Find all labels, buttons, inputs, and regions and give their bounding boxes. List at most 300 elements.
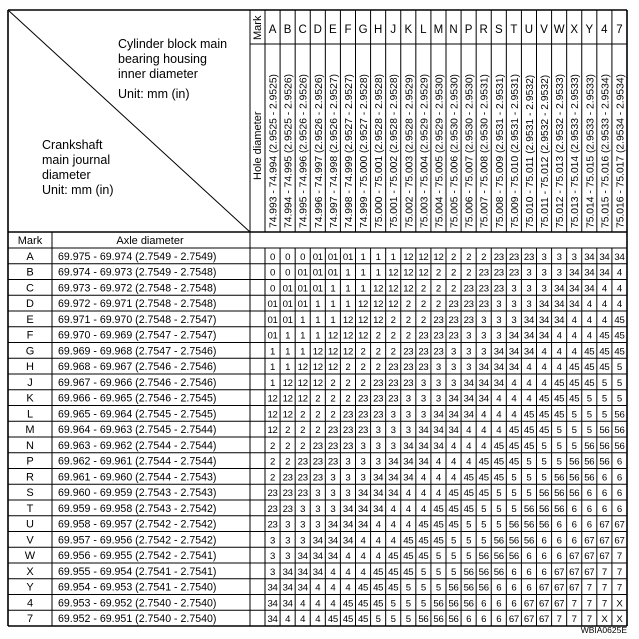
column-mark: S	[494, 24, 503, 36]
grade-cell: 12	[403, 267, 414, 279]
column-mark: N	[449, 24, 458, 36]
column-mark: U	[524, 24, 534, 36]
grade-cell: 2	[375, 362, 381, 374]
grade-cell: 45	[539, 409, 550, 421]
grade-cell: 2	[375, 346, 381, 358]
grade-cell: 5	[375, 614, 381, 626]
hole-diameter-label: Hole diameter	[252, 111, 264, 180]
hole-diameter: 75.003 - 75.004 (2.9529 - 2.9529)	[419, 74, 431, 228]
grade-cell: 34	[267, 582, 278, 594]
grade-cell: 3	[526, 299, 532, 311]
grade-cell: 23	[312, 456, 323, 468]
grade-cell: 0	[285, 251, 291, 263]
grade-cell: 3	[345, 488, 351, 500]
grade-cell: 45	[448, 488, 459, 500]
crank-label-line: main journal	[42, 153, 111, 167]
hole-diameter: 75.012 - 75.013 (2.9532 - 2.9533)	[555, 74, 567, 228]
grade-cell: 3	[390, 440, 396, 452]
grade-cell: 23	[493, 267, 504, 279]
hole-diameter: 75.000 - 75.001 (2.9528 - 2.9528)	[374, 74, 386, 228]
grade-cell: 56	[554, 472, 565, 484]
grade-cell: 23	[342, 440, 353, 452]
grade-cell: 34	[523, 330, 534, 342]
grade-cell: 1	[375, 251, 381, 263]
grade-cell: 34	[478, 393, 489, 405]
grade-cell: 67	[584, 566, 595, 578]
grade-cell: 3	[496, 299, 502, 311]
row-mark: E	[26, 313, 34, 326]
grade-cell: 23	[297, 488, 308, 500]
grade-cell: 01	[282, 283, 293, 295]
grade-cell: 34	[599, 251, 610, 263]
grade-cell: 4	[285, 614, 291, 626]
grade-cell: 4	[556, 362, 562, 374]
grade-cell: 67	[539, 582, 550, 594]
row-mark: L	[26, 408, 34, 421]
grade-cell: 45	[403, 566, 414, 578]
grade-cell: 67	[614, 519, 625, 531]
grade-cell: 5	[420, 566, 426, 578]
grade-cell: 67	[523, 598, 534, 610]
grade-cell: 7	[616, 566, 622, 578]
grade-cell: 12	[403, 251, 414, 263]
grade-cell: 2	[345, 362, 351, 374]
grade-cell: 3	[360, 472, 366, 484]
axle-diameter: 69.965 - 69.964 (2.7545 - 2.7545)	[58, 408, 217, 421]
grade-cell: 56	[584, 472, 595, 484]
grade-cell: 23	[267, 519, 278, 531]
grade-cell: 3	[330, 503, 336, 515]
grade-cell: 34	[493, 362, 504, 374]
grade-cell: 45	[403, 551, 414, 563]
grade-cell: 67	[554, 598, 565, 610]
grade-cell: 4	[315, 582, 321, 594]
grade-cell: 7	[586, 614, 592, 626]
grade-cell: 45	[373, 582, 384, 594]
row-mark: B	[26, 266, 34, 279]
grade-cell: 3	[270, 551, 276, 563]
grade-cell: 56	[478, 582, 489, 594]
grade-cell: 23	[463, 299, 474, 311]
grade-cell: 1	[285, 346, 291, 358]
axle-diameter: 69.964 - 69.963 (2.7545 - 2.7544)	[58, 424, 217, 437]
column-mark: 4	[601, 24, 608, 36]
grade-cell: 7	[571, 598, 577, 610]
grade-cell: 23	[478, 283, 489, 295]
grade-cell: 1	[285, 330, 291, 342]
grade-cell: 34	[373, 488, 384, 500]
grade-cell: 34	[448, 393, 459, 405]
column-mark: L	[420, 24, 427, 36]
hole-diameter: 75.016 - 75.017 (2.9534 - 2.9534)	[615, 74, 627, 228]
grade-cell: 23	[312, 472, 323, 484]
grade-cell: 34	[282, 566, 293, 578]
grade-cell: 34	[403, 440, 414, 452]
grade-cell: 34	[327, 535, 338, 547]
grade-cell: 4	[375, 551, 381, 563]
grade-cell: 12	[342, 314, 353, 326]
grade-cell: 1	[360, 283, 366, 295]
grade-cell: 45	[418, 535, 429, 547]
grade-cell: 3	[315, 519, 321, 531]
column-mark: Y	[585, 24, 594, 36]
grade-cell: 7	[601, 566, 607, 578]
grade-cell: 3	[541, 283, 547, 295]
axle-diameter: 69.966 - 69.965 (2.7546 - 2.7545)	[58, 392, 217, 405]
grade-cell: 45	[433, 503, 444, 515]
column-mark: D	[313, 24, 322, 36]
grade-cell: 56	[614, 425, 625, 437]
grade-cell: 45	[418, 519, 429, 531]
grade-cell: 1	[315, 314, 321, 326]
grade-cell: 1	[330, 283, 336, 295]
grade-cell: 0	[270, 251, 276, 263]
grade-cell: 5	[405, 582, 411, 594]
grade-cell: 12	[358, 299, 369, 311]
hole-diameter: 75.004 - 75.005 (2.9529 - 2.9530)	[434, 73, 446, 228]
grade-cell: 45	[539, 393, 550, 405]
grade-cell: 3	[420, 377, 426, 389]
grade-cell: 2	[405, 299, 411, 311]
column-mark: C	[298, 24, 307, 36]
grade-cell: 2	[330, 409, 336, 421]
grade-cell: 2	[270, 472, 276, 484]
grade-cell: 23	[463, 283, 474, 295]
grade-cell: 34	[493, 377, 504, 389]
grade-cell: 67	[614, 535, 625, 547]
grade-cell: 3	[571, 251, 577, 263]
grade-cell: 56	[523, 535, 534, 547]
hole-diameter: 74.998 - 74.999 (2.9527 - 2.9527)	[343, 74, 355, 228]
grade-cell: 2	[270, 440, 276, 452]
axle-diameter: 69.970 - 69.969 (2.7547 - 2.7547)	[58, 329, 217, 342]
grade-cell: 34	[478, 362, 489, 374]
grade-cell: 56	[493, 566, 504, 578]
grade-cell: 4	[616, 283, 622, 295]
column-mark: 7	[616, 24, 623, 36]
grade-cell: 67	[523, 614, 534, 626]
grade-cell: 67	[599, 519, 610, 531]
grade-cell: 34	[327, 519, 338, 531]
axle-diameter: 69.962 - 69.961 (2.7544 - 2.7544)	[58, 455, 217, 468]
grade-cell: 0	[285, 267, 291, 279]
grade-cell: 56	[614, 409, 625, 421]
grade-cell: 45	[508, 425, 519, 437]
grade-cell: 3	[345, 472, 351, 484]
grade-cell: 2	[451, 251, 457, 263]
grade-cell: 4	[375, 535, 381, 547]
grade-cell: 2	[435, 267, 441, 279]
grade-cell: 23	[282, 472, 293, 484]
grade-cell: 3	[285, 519, 291, 531]
axle-diameter: 69.973 - 69.972 (2.7548 - 2.7548)	[58, 282, 217, 295]
grade-cell: 6	[616, 456, 622, 468]
axle-diameter: 69.959 - 69.958 (2.7543 - 2.7542)	[58, 502, 217, 515]
hole-diameter: 75.011 - 75.012 (2.9532 - 2.9532)	[540, 74, 552, 228]
grade-cell: 2	[451, 283, 457, 295]
row-mark-label: Mark	[17, 235, 43, 247]
grade-cell: 4	[481, 440, 487, 452]
grade-cell: 23	[508, 267, 519, 279]
grade-cell: 34	[599, 267, 610, 279]
grade-cell: 1	[390, 251, 396, 263]
grade-cell: 45	[358, 614, 369, 626]
grade-cell: 3	[405, 425, 411, 437]
grade-cell: 01	[267, 314, 278, 326]
grade-cell: 5	[616, 377, 622, 389]
grade-cell: X	[601, 614, 608, 626]
grade-cell: 23	[358, 409, 369, 421]
grade-cell: 5	[511, 488, 517, 500]
grade-cell: 34	[569, 283, 580, 295]
crank-label-line: diameter	[42, 168, 91, 182]
grade-cell: 23	[448, 314, 459, 326]
grade-cell: 45	[478, 488, 489, 500]
grade-cell: 4	[511, 409, 517, 421]
grade-cell: 34	[267, 598, 278, 610]
grade-cell: 56	[584, 440, 595, 452]
grade-cell: 5	[420, 598, 426, 610]
grade-cell: 34	[418, 425, 429, 437]
axle-diameter: 69.957 - 69.956 (2.7542 - 2.7542)	[58, 534, 217, 547]
grade-cell: 56	[569, 488, 580, 500]
grade-cell: 4	[586, 330, 592, 342]
row-mark: S	[26, 487, 34, 500]
grade-cell: 4	[315, 614, 321, 626]
grade-cell: 6	[481, 598, 487, 610]
grade-cell: 4	[481, 409, 487, 421]
axle-diameter: 69.968 - 69.967 (2.7546 - 2.7546)	[58, 361, 217, 374]
grade-cell: 23	[448, 330, 459, 342]
grade-cell: 6	[571, 535, 577, 547]
grade-cell: 67	[584, 535, 595, 547]
column-mark: P	[464, 24, 473, 36]
grade-cell: 23	[433, 330, 444, 342]
grade-cell: 34	[342, 503, 353, 515]
grade-cell: 67	[569, 566, 580, 578]
hole-diameter: 75.002 - 75.003 (2.9528 - 2.9529)	[404, 74, 416, 228]
grade-cell: 6	[586, 519, 592, 531]
grade-cell: 4	[571, 346, 577, 358]
grade-cell: 3	[315, 503, 321, 515]
axle-diameter-label: Axle diameter	[116, 235, 184, 247]
grade-cell: 45	[554, 377, 565, 389]
grade-cell: 1	[360, 267, 366, 279]
grade-cell: 23	[267, 488, 278, 500]
grade-cell: 1	[315, 299, 321, 311]
grade-cell: 45	[342, 614, 353, 626]
grade-cell: 12	[297, 362, 308, 374]
grade-cell: 45	[358, 582, 369, 594]
grade-cell: 4	[556, 346, 562, 358]
grade-cell: 5	[405, 614, 411, 626]
grade-cell: 4	[481, 425, 487, 437]
grade-cell: 23	[282, 503, 293, 515]
grade-cell: 45	[584, 346, 595, 358]
grade-cell: 2	[390, 314, 396, 326]
grade-cell: 34	[373, 503, 384, 515]
row-mark: T	[26, 502, 34, 515]
grade-cell: 5	[526, 456, 532, 468]
hole-diameter: 75.006 - 75.007 (2.9530 - 2.9530)	[464, 74, 476, 228]
grade-cell: 2	[420, 299, 426, 311]
column-mark: A	[268, 24, 277, 36]
grade-cell: 23	[342, 425, 353, 437]
grade-cell: 34	[523, 346, 534, 358]
grade-cell: 3	[375, 456, 381, 468]
grade-cell: 2	[285, 425, 291, 437]
grade-cell: 56	[493, 535, 504, 547]
grade-cell: 1	[345, 267, 351, 279]
grade-cell: 12	[327, 330, 338, 342]
grade-cell: 4	[541, 346, 547, 358]
grade-cell: 2	[405, 314, 411, 326]
grade-cell: 6	[511, 582, 517, 594]
grade-cell: 56	[599, 440, 610, 452]
grade-cell: 34	[403, 472, 414, 484]
grade-cell: 23	[478, 299, 489, 311]
grade-cell: 5	[481, 519, 487, 531]
grade-cell: 1	[345, 283, 351, 295]
grade-cell: 6	[541, 535, 547, 547]
grade-cell: 3	[481, 346, 487, 358]
grade-cell: 4	[616, 267, 622, 279]
axle-diameter: 69.955 - 69.954 (2.7541 - 2.7541)	[58, 565, 217, 578]
grade-cell: 4	[360, 535, 366, 547]
grade-cell: 56	[539, 503, 550, 515]
grade-cell: 4	[451, 456, 457, 468]
grade-cell: 12	[358, 330, 369, 342]
grade-cell: 45	[327, 614, 338, 626]
grade-cell: 2	[315, 409, 321, 421]
grade-cell: 56	[448, 598, 459, 610]
grade-cell: 23	[448, 299, 459, 311]
grade-cell: 5	[435, 582, 441, 594]
grade-cell: 45	[448, 519, 459, 531]
grade-cell: 01	[342, 251, 353, 263]
grade-cell: 23	[433, 314, 444, 326]
grade-cell: 67	[599, 535, 610, 547]
grade-cell: 45	[463, 472, 474, 484]
grade-cell: 6	[556, 535, 562, 547]
grade-cell: 3	[496, 330, 502, 342]
grade-cell: 5	[541, 440, 547, 452]
hole-diameter: 75.009 - 75.010 (2.9531 - 2.9531)	[509, 74, 521, 228]
grade-cell: 3	[496, 314, 502, 326]
grade-cell: 6	[496, 614, 502, 626]
grade-cell: 23	[297, 456, 308, 468]
column-mark-label: Mark	[252, 15, 264, 40]
grade-cell: 3	[451, 346, 457, 358]
grade-cell: 3	[345, 456, 351, 468]
axle-diameter: 69.958 - 69.957 (2.7542 - 2.7542)	[58, 518, 217, 531]
grade-cell: 5	[481, 535, 487, 547]
grade-cell: 5	[496, 503, 502, 515]
grade-cell: 5	[451, 535, 457, 547]
grade-cell: 56	[493, 551, 504, 563]
figure-code: WBIA0625E	[580, 625, 627, 635]
row-mark: H	[26, 361, 34, 374]
grade-cell: 5	[466, 551, 472, 563]
grade-cell: 1	[360, 251, 366, 263]
axle-diameter: 69.967 - 69.966 (2.7546 - 2.7546)	[58, 376, 217, 389]
grade-cell: 4	[315, 598, 321, 610]
grade-cell: 34	[448, 425, 459, 437]
grade-cell: 5	[466, 535, 472, 547]
crank-unit: Unit: mm (in)	[42, 183, 114, 197]
grade-cell: 3	[435, 393, 441, 405]
grade-cell: 45	[373, 566, 384, 578]
grade-cell: 56	[554, 503, 565, 515]
axle-diameter: 69.971 - 69.970 (2.7548 - 2.7547)	[58, 313, 217, 326]
grade-cell: 6	[571, 519, 577, 531]
grade-cell: 56	[539, 519, 550, 531]
grade-cell: 1	[270, 362, 276, 374]
grade-cell: 56	[569, 456, 580, 468]
grade-cell: 3	[420, 409, 426, 421]
grade-cell: 12	[327, 346, 338, 358]
row-mark: G	[25, 345, 35, 358]
grade-cell: 6	[541, 566, 547, 578]
grade-cell: 4	[601, 299, 607, 311]
column-mark: M	[433, 24, 444, 36]
grade-cell: 5	[616, 393, 622, 405]
grade-cell: 4	[601, 283, 607, 295]
grade-cell: 4	[390, 519, 396, 531]
grade-cell: 4	[330, 598, 336, 610]
grade-cell: 34	[358, 488, 369, 500]
grade-cell: 12	[342, 330, 353, 342]
row-mark: N	[26, 439, 34, 452]
crank-label-line: Crankshaft	[42, 138, 103, 152]
grade-cell: 12	[267, 425, 278, 437]
axle-diameter: 69.960 - 69.959 (2.7543 - 2.7543)	[58, 487, 217, 500]
grade-cell: 5	[466, 519, 472, 531]
grade-cell: 5	[451, 551, 457, 563]
grade-cell: 01	[297, 283, 308, 295]
grade-cell: 45	[478, 472, 489, 484]
grade-cell: X	[616, 598, 623, 610]
grade-cell: 4	[405, 503, 411, 515]
grade-cell: 4	[526, 377, 532, 389]
grade-cell: 4	[496, 425, 502, 437]
grade-cell: 34	[463, 393, 474, 405]
grade-cell: 56	[463, 598, 474, 610]
grade-cell: 56	[433, 614, 444, 626]
grade-cell: 34	[539, 299, 550, 311]
grade-cell: 4	[451, 472, 457, 484]
grade-cell: 34	[312, 535, 323, 547]
grade-cell: 45	[463, 503, 474, 515]
grade-cell: 2	[330, 393, 336, 405]
grade-cell: 6	[616, 488, 622, 500]
grade-cell: 4	[435, 472, 441, 484]
grade-cell: 2	[345, 393, 351, 405]
grade-cell: 67	[508, 614, 519, 626]
row-mark: M	[25, 424, 35, 437]
grade-cell: 23	[403, 362, 414, 374]
hole-diameter: 74.997 - 74.998 (2.9526 - 2.9527)	[328, 74, 340, 228]
grade-cell: 3	[405, 393, 411, 405]
grade-cell: 2	[360, 346, 366, 358]
grade-cell: 12	[297, 377, 308, 389]
grade-cell: 1	[330, 299, 336, 311]
grade-cell: 34	[297, 566, 308, 578]
axle-diameter: 69.954 - 69.953 (2.7541 - 2.7540)	[58, 581, 217, 594]
grade-cell: 5	[541, 472, 547, 484]
grade-cell: 3	[435, 362, 441, 374]
grade-cell: 45	[358, 598, 369, 610]
